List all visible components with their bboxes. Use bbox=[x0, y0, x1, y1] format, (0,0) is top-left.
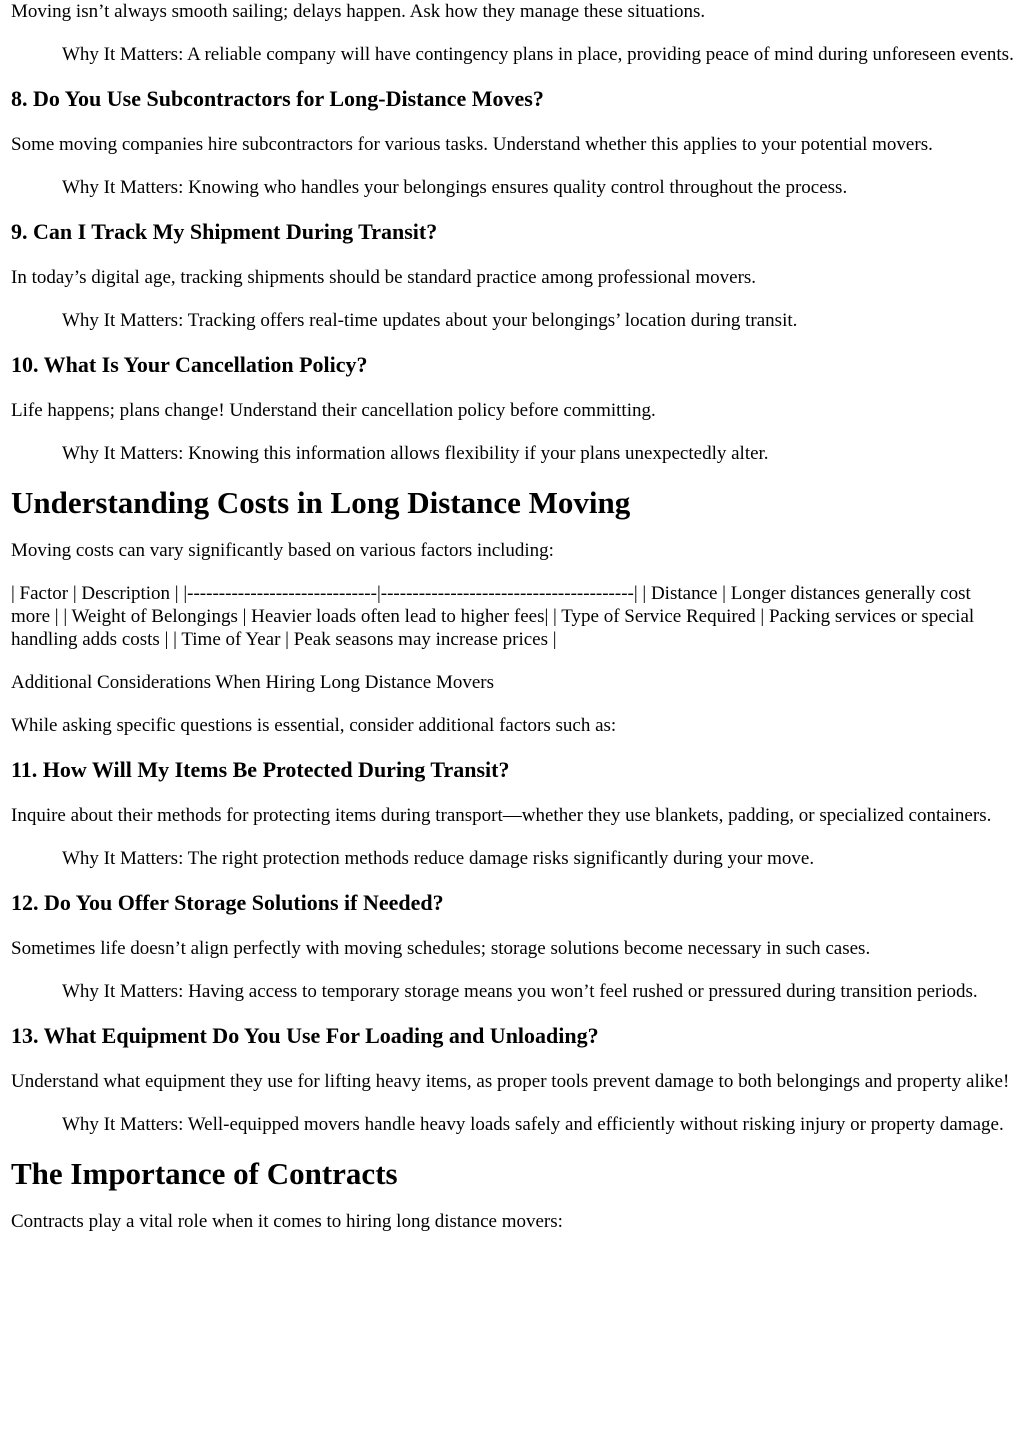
question-11-heading: 11. How Will My Items Be Protected During Transit? bbox=[11, 757, 510, 782]
question-9-heading: 9. Can I Track My Shipment During Transit? bbox=[11, 219, 438, 244]
costs-section-heading: Understanding Costs in Long Distance Moving bbox=[11, 485, 631, 520]
question-13-paragraph: Understand what equipment they use for lifting heavy items, as proper tools prevent damage to both belongings and property alike! bbox=[11, 1071, 1010, 1092]
question-9-paragraph: In today’s digital age, tracking shipments should be standard practice among professional movers. bbox=[11, 267, 757, 288]
question-10-heading: 10. What Is Your Cancellation Policy? bbox=[11, 352, 368, 377]
question-12-heading: 12. Do You Offer Storage Solutions if Needed? bbox=[11, 890, 444, 915]
additional-factors-paragraph: While asking specific questions is essential, consider additional factors such as: bbox=[11, 715, 617, 736]
intro-paragraph: Moving isn’t always smooth sailing; delays happen. Ask how they manage these situations. bbox=[11, 1, 706, 22]
additional-considerations-line: Additional Considerations When Hiring Long Distance Movers bbox=[11, 672, 495, 693]
question-11-why-it-matters: Why It Matters: The right protection methods reduce damage risks significantly during your move. bbox=[62, 848, 815, 869]
question-10-paragraph: Life happens; plans change! Understand their cancellation policy before committing. bbox=[11, 400, 656, 421]
question-9-why-it-matters: Why It Matters: Tracking offers real-time updates about your belongings’ location during transit. bbox=[62, 310, 798, 331]
intro-why-it-matters: Why It Matters: A reliable company will have contingency plans in place, providing peace of mind during unforeseen events. bbox=[62, 44, 1014, 65]
question-13-heading: 13. What Equipment Do You Use For Loading and Unloading? bbox=[11, 1023, 599, 1048]
question-12-why-it-matters: Why It Matters: Having access to temporary storage means you won’t feel rushed or pressured during transition periods. bbox=[62, 981, 978, 1002]
question-8-heading: 8. Do You Use Subcontractors for Long-Distance Moves? bbox=[11, 86, 544, 111]
question-13-why-it-matters: Why It Matters: Well-equipped movers handle heavy loads safely and efficiently without risking injury or property damage. bbox=[62, 1114, 1004, 1135]
contracts-intro-paragraph: Contracts play a vital role when it comes to hiring long distance movers: bbox=[11, 1211, 563, 1232]
question-11-paragraph: Inquire about their methods for protecting items during transport—whether they use blankets, padding, or specialized containers. bbox=[11, 805, 992, 826]
question-8-why-it-matters: Why It Matters: Knowing who handles your belongings ensures quality control throughout the process. bbox=[62, 177, 848, 198]
contracts-section-heading: The Importance of Contracts bbox=[11, 1156, 398, 1191]
question-8-paragraph: Some moving companies hire subcontractors for various tasks. Understand whether this applies to your potential movers. bbox=[11, 134, 933, 155]
question-12-paragraph: Sometimes life doesn’t align perfectly with moving schedules; storage solutions become necessary in such cases. bbox=[11, 938, 871, 959]
costs-intro-paragraph: Moving costs can vary significantly based on various factors including: bbox=[11, 540, 554, 561]
question-10-why-it-matters: Why It Matters: Knowing this information allows flexibility if your plans unexpectedly alter. bbox=[62, 443, 769, 464]
costs-raw-table-text: | Factor | Description | |------------------------------|----------------------------------------| | Distance | Longer distances generally cost more | | Weight of Belongings | Heavier loads often lead to higher fees| | Type of Service Required | Packing services or special handling adds costs | | Time of Year | Peak seasons may increase prices | bbox=[11, 583, 975, 650]
